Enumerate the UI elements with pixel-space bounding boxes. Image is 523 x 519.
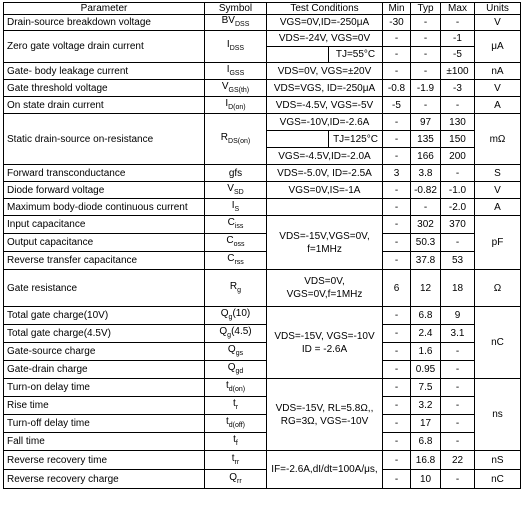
cond-gate-charge-line2: ID = -2.6A (301, 343, 348, 355)
symbol-igss-subscript: GSS (229, 69, 245, 77)
param-rdson: Static drain-source on-resistance (4, 114, 205, 165)
symbol-qg10-subscript: g (228, 314, 233, 321)
param-tf: Fall time (4, 433, 205, 451)
symbol-bvdss (205, 15, 267, 31)
table-row (4, 343, 521, 361)
table-row (4, 15, 521, 31)
min-qg10: - (383, 307, 411, 325)
min-idss-1: - (383, 31, 411, 47)
param-vsd: Diode forward voltage (4, 182, 205, 199)
symbol-qgs-base: Q (227, 344, 236, 355)
min-idss-2: - (383, 47, 411, 63)
min-tf: - (383, 433, 411, 451)
min-tr: - (383, 397, 411, 415)
min-qgd: - (383, 361, 411, 379)
typ-qg45: 2.4 (411, 325, 441, 343)
symbol-qg45-base: Q (219, 326, 228, 337)
symbol-tdoff (205, 415, 267, 433)
max-rdson-1: 130 (441, 114, 475, 131)
max-idon: - (441, 97, 475, 114)
min-crss: - (383, 252, 411, 270)
max-tr: - (441, 397, 475, 415)
param-vgsth: Gate threshold voltage (4, 80, 205, 97)
cond-rg-line2: VGS=0V,f=1MHz (286, 289, 363, 300)
symbol-qrr (205, 470, 267, 489)
cond-rdson-1: VGS=-10V,ID=-2.6A (267, 114, 383, 131)
symbol-igss-base: I (226, 63, 230, 75)
cond-vsd: VGS=0V,IS=-1A (267, 182, 383, 199)
unit-trr: nS (475, 451, 521, 470)
cond-bvdss: VGS=0V,ID=-250μA (267, 15, 383, 31)
unit-vsd: V (475, 182, 521, 199)
typ-qg10: 6.8 (411, 307, 441, 325)
symbol-tdon (205, 379, 267, 397)
symbol-crss (205, 252, 267, 270)
min-coss: - (383, 234, 411, 252)
cond-reverse-recovery: IF=-2.6A,dI/dt=100A/μs, (267, 451, 383, 489)
typ-crss: 37.8 (411, 252, 441, 270)
min-idon: -5 (383, 97, 411, 114)
typ-rdson-2: 135 (411, 131, 441, 148)
min-trr: - (383, 451, 411, 470)
unit-rdson: mΩ (475, 114, 521, 165)
symbol-rg-base: R (229, 280, 238, 292)
typ-tr: 3.2 (411, 397, 441, 415)
symbol-qgd-subscript: gd (235, 368, 244, 375)
min-rdson-3: - (383, 148, 411, 165)
table-row (4, 361, 521, 379)
table-row (4, 182, 521, 199)
param-ciss: Input capacitance (4, 216, 205, 234)
symbol-ciss (205, 216, 267, 234)
symbol-vsd (205, 182, 267, 199)
max-vgsth: -3 (441, 80, 475, 97)
cond-is (267, 199, 383, 216)
cond-idon: VDS=-4.5V, VGS=-5V (267, 97, 383, 114)
param-idon: On state drain current (4, 97, 205, 114)
param-qgs: Gate-source charge (4, 343, 205, 361)
symbol-ciss-subscript: iss (234, 223, 244, 230)
header-symbol: Symbol (205, 3, 267, 15)
symbol-tf-base: t (233, 434, 236, 445)
symbol-is (205, 199, 267, 216)
min-tdoff: - (383, 415, 411, 433)
min-ciss: - (383, 216, 411, 234)
symbol-idss (205, 31, 267, 63)
symbol-idss-subscript: DSS (229, 45, 245, 52)
symbol-vsd-base: V (227, 182, 234, 194)
max-ciss: 370 (441, 216, 475, 234)
typ-rg: 12 (411, 270, 441, 307)
symbol-rdson-subscript: DS(on) (228, 137, 251, 145)
table-row (4, 451, 521, 470)
symbol-rdson (205, 114, 267, 165)
min-rg: 6 (383, 270, 411, 307)
typ-qrr: 10 (411, 470, 441, 489)
unit-rg: Ω (475, 270, 521, 307)
max-qg45: 3.1 (441, 325, 475, 343)
typ-qgs: 1.6 (411, 343, 441, 361)
typ-coss: 50.3 (411, 234, 441, 252)
symbol-gfs: gfs (205, 165, 267, 182)
table-row (4, 199, 521, 216)
max-qgd: - (441, 361, 475, 379)
max-vsd: -1.0 (441, 182, 475, 199)
unit-gfs: S (475, 165, 521, 182)
param-igss: Gate- body leakage current (4, 63, 205, 80)
symbol-ciss-base: C (227, 217, 235, 228)
typ-idss-1: - (411, 31, 441, 47)
typ-tdoff: 17 (411, 415, 441, 433)
table-row (4, 31, 521, 47)
typ-qgd: 0.95 (411, 361, 441, 379)
param-tdoff: Turn-off delay time (4, 415, 205, 433)
typ-trr: 16.8 (411, 451, 441, 470)
symbol-tdon-base: t (225, 380, 229, 391)
symbol-bvdss-base: BV (221, 15, 235, 26)
max-coss: - (441, 234, 475, 252)
typ-idon: - (411, 97, 441, 114)
symbol-idon (205, 97, 267, 114)
max-tf: - (441, 433, 475, 451)
symbol-vsd-subscript: SD (233, 188, 244, 196)
min-qg45: - (383, 325, 411, 343)
cond-idss-2: TJ=55°C (329, 47, 383, 63)
param-coss: Output capacitance (4, 234, 205, 252)
table-row (4, 379, 521, 397)
max-trr: 22 (441, 451, 475, 470)
symbol-qgd (205, 361, 267, 379)
symbol-qgd-base: Q (227, 362, 236, 373)
table-row (4, 97, 521, 114)
symbol-qg45 (205, 325, 267, 343)
cond-rdson-blank (267, 131, 329, 148)
symbol-rg (205, 270, 267, 307)
symbol-tdoff-subscript: d(off) (228, 422, 245, 429)
symbol-vgsth-subscript: GS(th) (228, 86, 250, 94)
cond-rdson-3: VGS=-4.5V,ID=-2.0A (267, 148, 383, 165)
cond-capacitance-line2: f=1MHz (307, 243, 342, 255)
symbol-coss-subscript: oss (233, 241, 245, 248)
symbol-idon-subscript: D(on) (228, 103, 246, 111)
table-row (4, 397, 521, 415)
header-typ: Typ (411, 3, 441, 15)
header-test-conditions: Test Conditions (267, 3, 383, 15)
symbol-trr-base: t (231, 452, 235, 464)
symbol-tdoff-base: t (226, 416, 229, 427)
header-max: Max (441, 3, 475, 15)
cond-idss-1: VDS=-24V, VGS=0V (267, 31, 383, 47)
min-bvdss: -30 (383, 15, 411, 31)
param-crss: Reverse transfer capacitance (4, 252, 205, 270)
min-gfs: 3 (383, 165, 411, 182)
unit-capacitance: pF (475, 216, 521, 270)
min-is: - (383, 199, 411, 216)
unit-qrr: nC (475, 470, 521, 489)
electrical-characteristics-table (3, 2, 521, 489)
max-idss-1: -1 (441, 31, 475, 47)
max-qrr: - (441, 470, 475, 489)
param-gfs: Forward transconductance (4, 165, 205, 182)
symbol-bvdss-subscript: DSS (234, 21, 250, 28)
param-trr: Reverse recovery time (4, 451, 205, 470)
typ-igss: - (411, 63, 441, 80)
max-qgs: - (441, 343, 475, 361)
symbol-qgs (205, 343, 267, 361)
typ-rdson-3: 166 (411, 148, 441, 165)
table-row (4, 252, 521, 270)
table-row (4, 234, 521, 252)
symbol-idss-base: I (226, 39, 230, 50)
cond-igss: VDS=0V, VGS=±20V (267, 63, 383, 80)
max-rdson-2: 150 (441, 131, 475, 148)
symbol-rg-subscript: g (237, 286, 242, 294)
min-vsd: - (383, 182, 411, 199)
table-row (4, 216, 521, 234)
max-bvdss: - (441, 15, 475, 31)
symbol-crss-subscript: rss (234, 259, 244, 266)
symbol-coss (205, 234, 267, 252)
table-row (4, 470, 521, 489)
symbol-tf (205, 433, 267, 451)
symbol-idon-base: I (225, 97, 229, 109)
cond-rdson-2: TJ=125°C (329, 131, 383, 148)
unit-igss: nA (475, 63, 521, 80)
typ-rdson-1: 97 (411, 114, 441, 131)
cond-switching-line1: VDS=-15V, RL=5.8Ω,, (275, 402, 374, 414)
symbol-qgs-subscript: gs (235, 350, 244, 357)
table-row (4, 433, 521, 451)
symbol-coss-base: C (226, 235, 234, 246)
symbol-is-subscript: S (234, 205, 240, 213)
symbol-vgsth-base: V (221, 80, 229, 92)
min-rdson-2: - (383, 131, 411, 148)
spec-table-wrapper (3, 2, 521, 489)
max-qg10: 9 (441, 307, 475, 325)
unit-gate-charge: nC (475, 307, 521, 379)
table-row (4, 307, 521, 325)
typ-tdon: 7.5 (411, 379, 441, 397)
param-qrr: Reverse recovery charge (4, 470, 205, 489)
min-igss: - (383, 63, 411, 80)
symbol-qg45-subscript: g (227, 332, 232, 339)
symbol-crss-base: C (227, 253, 235, 264)
min-qrr: - (383, 470, 411, 489)
max-tdon: - (441, 379, 475, 397)
typ-idss-2: - (411, 47, 441, 63)
typ-vsd: -0.82 (411, 182, 441, 199)
cond-rg-line1: VDS=0V, (304, 276, 345, 287)
cond-switching-line2: RG=3Ω, VGS=-10V (280, 415, 369, 427)
max-idss-2: -5 (441, 47, 475, 63)
symbol-trr-subscript: rr (234, 458, 240, 466)
symbol-tr-base: t (232, 398, 236, 409)
table-row (4, 165, 521, 182)
symbol-tr-subscript: r (235, 404, 239, 411)
param-tr: Rise time (4, 397, 205, 415)
symbol-qrr-base: Q (229, 471, 238, 483)
table-row (4, 114, 521, 131)
cond-capacitance-line1: VDS=-15V,VGS=0V, (279, 230, 370, 242)
param-tdon: Turn-on delay time (4, 379, 205, 397)
param-rg: Gate resistance (4, 270, 205, 307)
param-is: Maximum body-diode continuous current (4, 199, 205, 216)
unit-switching: ns (475, 379, 521, 451)
max-crss: 53 (441, 252, 475, 270)
typ-is: - (411, 199, 441, 216)
table-row (4, 270, 521, 307)
max-is: -2.0 (441, 199, 475, 216)
header-min: Min (383, 3, 411, 15)
param-qgd: Gate-drain charge (4, 361, 205, 379)
symbol-is-base: I (231, 199, 235, 211)
typ-gfs: 3.8 (411, 165, 441, 182)
max-igss: ±100 (441, 63, 475, 80)
min-vgsth: -0.8 (383, 80, 411, 97)
max-rg: 18 (441, 270, 475, 307)
symbol-rdson-base: R (220, 131, 229, 143)
symbol-igss (205, 63, 267, 80)
min-tdon: - (383, 379, 411, 397)
param-qg45: Total gate charge(4.5V) (4, 325, 205, 343)
typ-bvdss: - (411, 15, 441, 31)
cond-gate-charge-line1: VDS=-15V, VGS=-10V (274, 330, 375, 342)
symbol-qrr-subscript: rr (237, 477, 242, 485)
symbol-vgsth (205, 80, 267, 97)
table-row (4, 325, 521, 343)
cond-gfs: VDS=-5.0V, ID=-2.5A (267, 165, 383, 182)
header-parameter: Parameter (4, 3, 205, 15)
param-idss: Zero gate voltage drain current (4, 31, 205, 63)
cond-switching (267, 379, 383, 451)
table-row (4, 63, 521, 80)
min-rdson-1: - (383, 114, 411, 131)
unit-is: A (475, 199, 521, 216)
cond-capacitance (267, 216, 383, 270)
symbol-qg10-base: Q (220, 308, 229, 319)
cond-rg (267, 270, 383, 307)
symbol-tdon-subscript: d(on) (228, 386, 246, 393)
min-qgs: - (383, 343, 411, 361)
max-rdson-3: 200 (441, 148, 475, 165)
symbol-qg10 (205, 307, 267, 325)
unit-bvdss: V (475, 15, 521, 31)
header-row (4, 3, 521, 15)
symbol-trr (205, 451, 267, 470)
cond-idss-blank (267, 47, 329, 63)
unit-idss: μA (475, 31, 521, 63)
cond-gate-charge (267, 307, 383, 379)
typ-vgsth: -1.9 (411, 80, 441, 97)
cond-vgsth: VDS=VGS, ID=-250μA (267, 80, 383, 97)
param-bvdss: Drain-source breakdown voltage (4, 15, 205, 31)
max-gfs: - (441, 165, 475, 182)
max-tdoff: - (441, 415, 475, 433)
header-units: Units (475, 3, 521, 15)
table-row (4, 415, 521, 433)
table-row (4, 80, 521, 97)
typ-tf: 6.8 (411, 433, 441, 451)
param-qg10: Total gate charge(10V) (4, 307, 205, 325)
symbol-qg10-suffix: (10) (232, 308, 251, 319)
symbol-tf-subscript: f (235, 440, 238, 447)
symbol-qg45-suffix: (4.5) (231, 326, 252, 337)
unit-idon: A (475, 97, 521, 114)
symbol-tr (205, 397, 267, 415)
unit-vgsth: V (475, 80, 521, 97)
typ-ciss: 302 (411, 216, 441, 234)
